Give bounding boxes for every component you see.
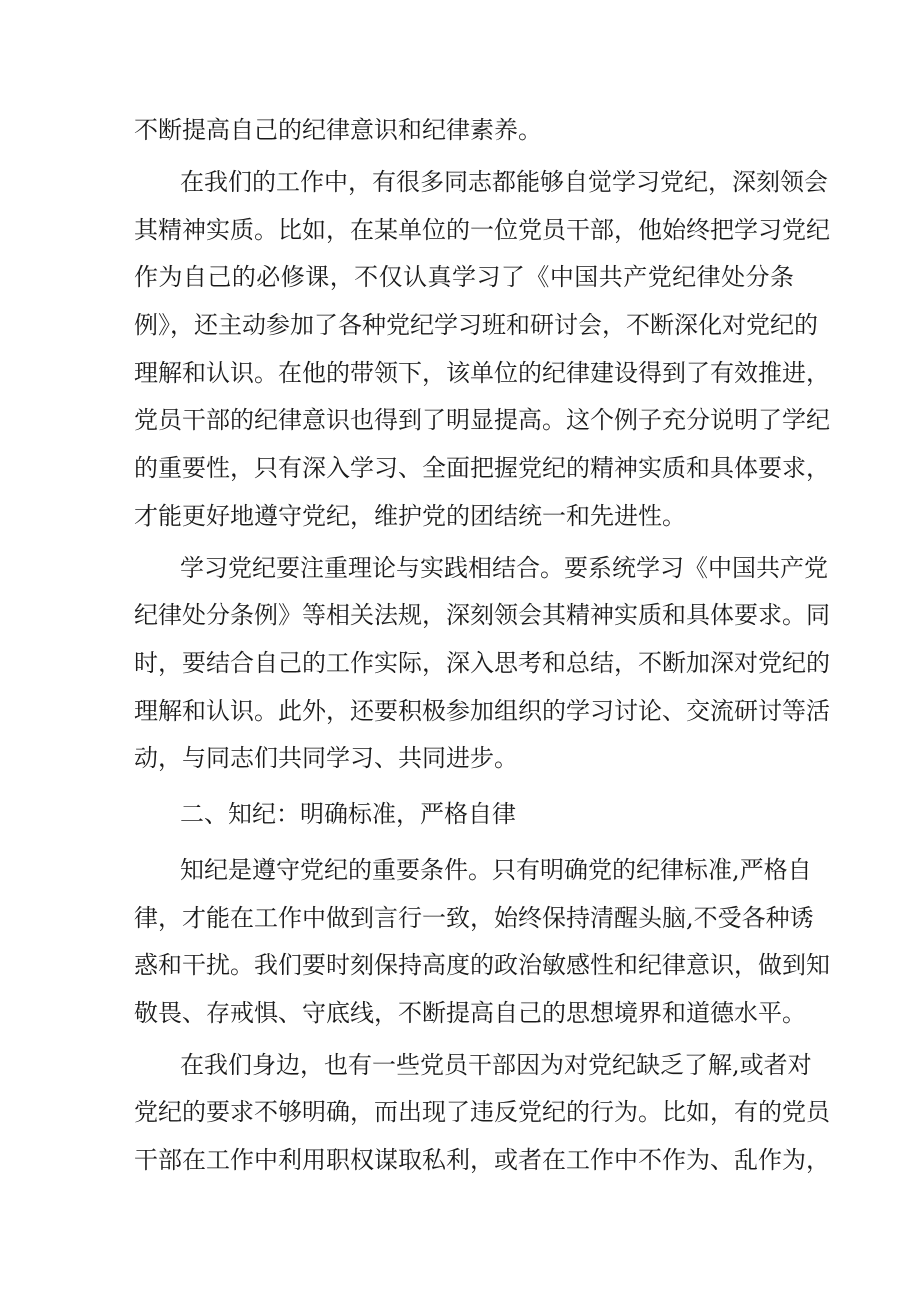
text-line: 党纪的要求不够明确，而出现了违反党纪的行为。比如，有的党员: [134, 1098, 830, 1126]
paragraph-first-line: 在我们的工作中，有很多同志都能够自觉学习党纪，深刻领会: [180, 168, 828, 196]
text-line: 干部在工作中利用职权谋取私利，或者在工作中不作为、乱作为，: [134, 1146, 830, 1174]
text-line: 的重要性，只有深入学习、全面把握党纪的精神实质和具体要求，: [134, 454, 830, 482]
paragraph-first-line: 知纪是遵守党纪的重要条件。只有明确党的纪律标准,严格自: [180, 856, 812, 884]
section-heading: 二、知纪：明确标准，严格自律: [180, 800, 516, 828]
paragraph-first-line: 学习党纪要注重理论与实践相结合。要系统学习《中国共产党: [180, 554, 828, 582]
text-line: 不断提高自己的纪律意识和纪律素养。: [134, 116, 542, 144]
text-line: 敬畏、存戒惧、守底线，不断提高自己的思想境界和道德水平。: [134, 999, 806, 1027]
text-line: 律，才能在工作中做到言行一致，始终保持清醒头脑,不受各种诱: [134, 904, 814, 932]
text-line: 时，要结合自己的工作实际，深入思考和总结，不断加深对党纪的: [134, 649, 830, 677]
text-line: 作为自己的必修课，不仅认真学习了《中国共产党纪律处分条: [134, 263, 794, 291]
text-line: 其精神实质。比如，在某单位的一位党员干部，他始终把学习党纪: [134, 216, 830, 244]
text-line: 理解和认识。此外，还要积极参加组织的学习讨论、交流研讨等活: [134, 697, 830, 725]
paragraph-first-line: 在我们身边，也有一些党员干部因为对党纪缺乏了解,或者对: [180, 1051, 812, 1079]
text-line: 惑和干扰。我们要时刻保持高度的政治敏感性和纪律意识，做到知: [134, 951, 830, 979]
text-line: 纪律处分条例》等相关法规，深刻领会其精神实质和具体要求。同: [134, 601, 830, 629]
text-line: 才能更好地遵守党纪，维护党的团结统一和先进性。: [134, 502, 686, 530]
text-line: 理解和认识。在他的带领下，该单位的纪律建设得到了有效推进，: [134, 359, 830, 387]
text-line: 例》，还主动参加了各种党纪学习班和研讨会，不断深化对党纪的: [134, 311, 818, 339]
text-line: 动，与同志们共同学习、共同进步。: [134, 744, 518, 772]
text-line: 党员干部的纪律意识也得到了明显提高。这个例子充分说明了学纪: [134, 406, 830, 434]
